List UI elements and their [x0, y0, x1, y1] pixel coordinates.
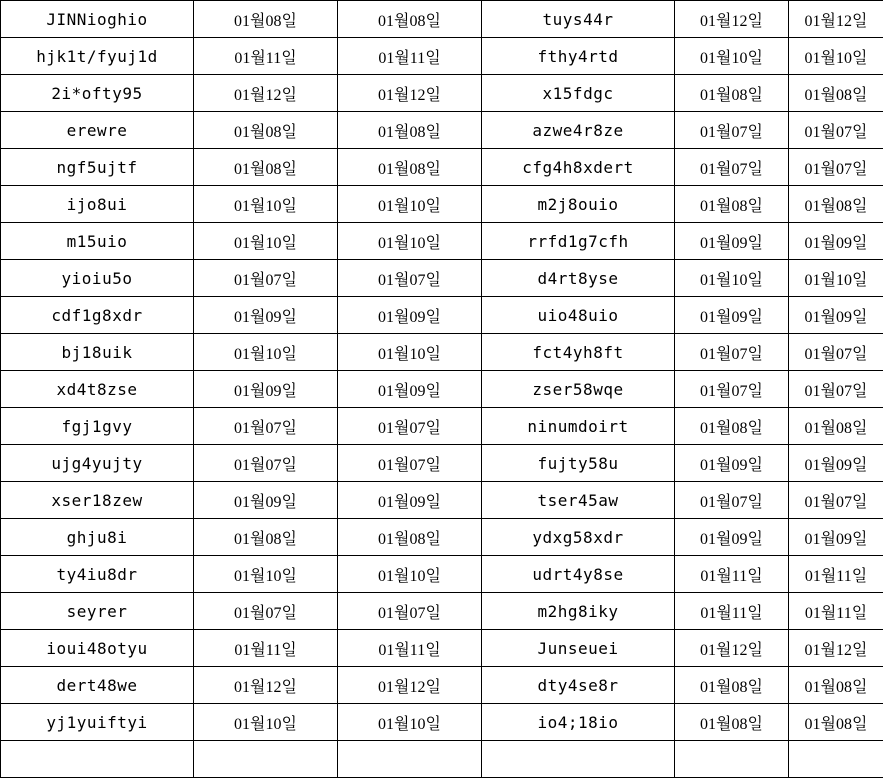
date-cell: 01월10일: [338, 186, 482, 223]
date-cell: 01월10일: [789, 38, 883, 75]
date-cell: 01월11일: [675, 593, 789, 630]
name-cell: ngf5ujtf: [1, 149, 194, 186]
date-cell: 01월10일: [675, 260, 789, 297]
date-cell: 01월08일: [675, 186, 789, 223]
name-cell: zser58wqe: [482, 371, 675, 408]
date-cell: [789, 741, 883, 778]
name-cell: 2i*ofty95: [1, 75, 194, 112]
date-cell: 01월09일: [789, 519, 883, 556]
date-cell: 01월07일: [338, 593, 482, 630]
date-cell: 01월09일: [194, 371, 338, 408]
date-cell: 01월07일: [789, 112, 883, 149]
date-cell: 01월08일: [789, 408, 883, 445]
date-cell: 01월11일: [194, 38, 338, 75]
table-row: [1, 556, 883, 593]
date-cell: 01월07일: [194, 408, 338, 445]
table-row: [1, 186, 883, 223]
name-cell: uio48uio: [482, 297, 675, 334]
name-cell: azwe4r8ze: [482, 112, 675, 149]
date-cell: 01월07일: [789, 149, 883, 186]
date-cell: 01월07일: [675, 149, 789, 186]
table-row: [1, 75, 883, 112]
date-cell: 01월08일: [338, 112, 482, 149]
table-row: [1, 408, 883, 445]
date-cell: 01월11일: [338, 630, 482, 667]
name-cell: ioui48otyu: [1, 630, 194, 667]
date-cell: 01월10일: [194, 704, 338, 741]
name-cell: udrt4y8se: [482, 556, 675, 593]
name-cell: fct4yh8ft: [482, 334, 675, 371]
date-cell: 01월07일: [338, 445, 482, 482]
date-cell: 01월12일: [789, 1, 883, 38]
name-cell: m2hg8iky: [482, 593, 675, 630]
date-cell: 01월07일: [675, 482, 789, 519]
table-row: [1, 38, 883, 75]
table-row: [1, 667, 883, 704]
name-cell: bj18uik: [1, 334, 194, 371]
date-cell: 01월08일: [194, 112, 338, 149]
date-cell: 01월09일: [675, 445, 789, 482]
date-cell: 01월12일: [789, 630, 883, 667]
name-cell: fujty58u: [482, 445, 675, 482]
date-cell: 01월08일: [194, 1, 338, 38]
date-cell: 01월12일: [338, 75, 482, 112]
date-cell: 01월10일: [194, 186, 338, 223]
date-cell: 01월10일: [338, 334, 482, 371]
date-cell: 01월12일: [675, 1, 789, 38]
date-cell: 01월11일: [194, 630, 338, 667]
name-cell: fthy4rtd: [482, 38, 675, 75]
date-cell: 01월09일: [338, 482, 482, 519]
date-cell: 01월08일: [675, 75, 789, 112]
date-cell: 01월07일: [194, 445, 338, 482]
date-cell: 01월09일: [338, 297, 482, 334]
date-cell: 01월11일: [675, 556, 789, 593]
date-cell: 01월07일: [789, 371, 883, 408]
date-cell: 01월12일: [194, 667, 338, 704]
date-cell: 01월09일: [789, 223, 883, 260]
date-cell: 01월10일: [338, 223, 482, 260]
date-cell: 01월10일: [194, 223, 338, 260]
name-cell: ty4iu8dr: [1, 556, 194, 593]
date-cell: 01월08일: [675, 408, 789, 445]
date-cell: 01월07일: [194, 260, 338, 297]
name-cell: dert48we: [1, 667, 194, 704]
date-cell: 01월12일: [194, 75, 338, 112]
table-row: [1, 112, 883, 149]
table-row: [1, 297, 883, 334]
date-cell: 01월09일: [789, 297, 883, 334]
table-row: [1, 371, 883, 408]
date-cell: 01월10일: [338, 704, 482, 741]
date-cell: 01월09일: [789, 445, 883, 482]
date-cell: 01월10일: [194, 556, 338, 593]
date-cell: 01월09일: [675, 297, 789, 334]
date-cell: 01월08일: [789, 667, 883, 704]
date-cell: [194, 741, 338, 778]
date-cell: 01월07일: [675, 334, 789, 371]
date-cell: 01월07일: [338, 408, 482, 445]
date-cell: 01월12일: [675, 630, 789, 667]
date-cell: 01월08일: [338, 1, 482, 38]
table-row: [1, 149, 883, 186]
date-cell: 01월11일: [789, 556, 883, 593]
date-cell: 01월10일: [789, 260, 883, 297]
name-cell: xd4t8zse: [1, 371, 194, 408]
name-cell: hjk1t/fyuj1d: [1, 38, 194, 75]
table-row: [1, 630, 883, 667]
name-cell: [1, 741, 194, 778]
date-cell: 01월07일: [789, 482, 883, 519]
date-cell: 01월10일: [194, 334, 338, 371]
name-cell: ydxg58xdr: [482, 519, 675, 556]
date-cell: 01월07일: [338, 260, 482, 297]
date-cell: 01월08일: [338, 519, 482, 556]
table-row: [1, 445, 883, 482]
name-cell: xser18zew: [1, 482, 194, 519]
name-cell: [482, 741, 675, 778]
name-cell: ninumdoirt: [482, 408, 675, 445]
date-cell: 01월12일: [338, 667, 482, 704]
date-cell: 01월08일: [789, 186, 883, 223]
name-cell: fgj1gvy: [1, 408, 194, 445]
name-cell: erewre: [1, 112, 194, 149]
date-cell: 01월07일: [675, 371, 789, 408]
table-body: [1, 1, 883, 778]
name-cell: ghju8i: [1, 519, 194, 556]
name-cell: tser45aw: [482, 482, 675, 519]
name-cell: d4rt8yse: [482, 260, 675, 297]
table-row: [1, 704, 883, 741]
date-cell: 01월08일: [675, 704, 789, 741]
date-cell: 01월08일: [789, 75, 883, 112]
date-cell: 01월07일: [194, 593, 338, 630]
name-cell: x15fdgc: [482, 75, 675, 112]
date-cell: 01월09일: [194, 482, 338, 519]
table-row: [1, 741, 883, 778]
name-cell: Junseuei: [482, 630, 675, 667]
table-row: [1, 223, 883, 260]
name-cell: cdf1g8xdr: [1, 297, 194, 334]
table-row: [1, 260, 883, 297]
table-row: [1, 593, 883, 630]
name-cell: ujg4yujty: [1, 445, 194, 482]
date-cell: 01월10일: [675, 38, 789, 75]
table-row: [1, 334, 883, 371]
name-cell: rrfd1g7cfh: [482, 223, 675, 260]
name-cell: io4;18io: [482, 704, 675, 741]
date-cell: 01월07일: [675, 112, 789, 149]
date-cell: 01월08일: [338, 149, 482, 186]
date-cell: [338, 741, 482, 778]
name-cell: yj1yuiftyi: [1, 704, 194, 741]
table-row: [1, 519, 883, 556]
name-cell: seyrer: [1, 593, 194, 630]
date-cell: 01월09일: [338, 371, 482, 408]
date-cell: 01월09일: [675, 223, 789, 260]
date-cell: 01월11일: [789, 593, 883, 630]
name-cell: dty4se8r: [482, 667, 675, 704]
date-cell: 01월08일: [789, 704, 883, 741]
table-row: [1, 1, 883, 38]
name-cell: JINNioghio: [1, 1, 194, 38]
name-cell: ijo8ui: [1, 186, 194, 223]
date-cell: 01월07일: [789, 334, 883, 371]
name-cell: yioiu5o: [1, 260, 194, 297]
date-cell: 01월09일: [675, 519, 789, 556]
table-row: [1, 482, 883, 519]
date-cell: 01월08일: [194, 519, 338, 556]
name-cell: cfg4h8xdert: [482, 149, 675, 186]
name-cell: m2j8ouio: [482, 186, 675, 223]
date-cell: 01월08일: [194, 149, 338, 186]
date-cell: 01월10일: [338, 556, 482, 593]
date-cell: 01월09일: [194, 297, 338, 334]
date-cell: 01월08일: [675, 667, 789, 704]
name-cell: tuys44r: [482, 1, 675, 38]
name-cell: m15uio: [1, 223, 194, 260]
date-cell: [675, 741, 789, 778]
date-cell: 01월11일: [338, 38, 482, 75]
